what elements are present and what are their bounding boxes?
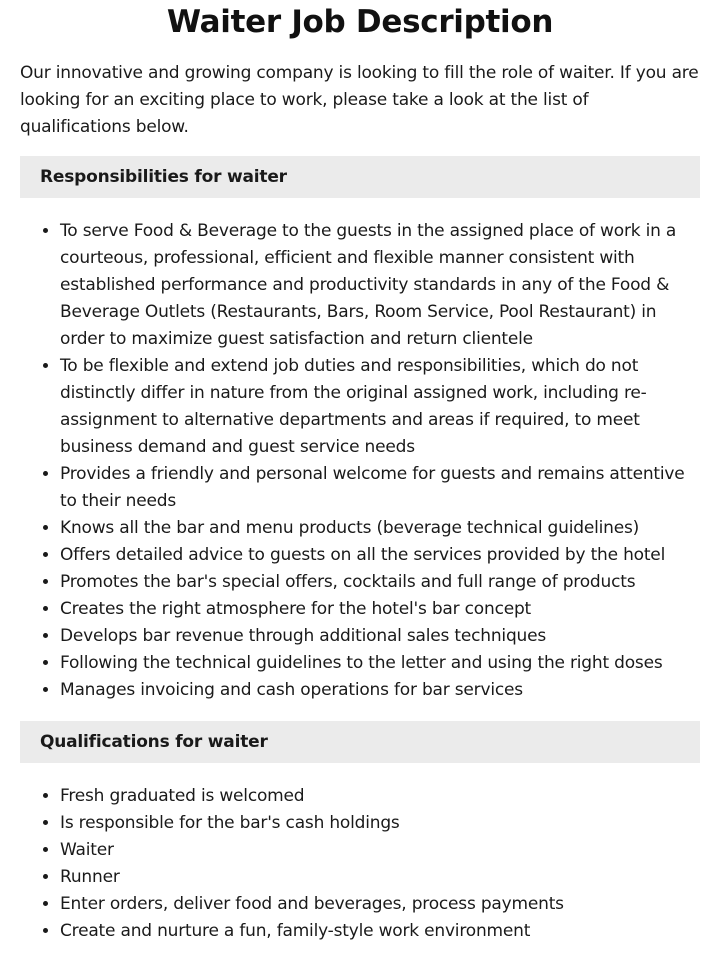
list-item: • Knows all the bar and menu products (beverage technical guidelines) xyxy=(60,515,700,542)
page-title: Waiter Job Description xyxy=(166,4,554,40)
list-item: • Enter orders, deliver food and beverages, process payments xyxy=(60,891,700,918)
list-item: • To serve Food & Beverage to the guests in the assigned place of work in a courteous, professional, efficient and flexible manner consistent with established performance and productivity standards in any of the Food & Beverage Outlets (Restaurants, Bars, Room Service, Pool Restaurant) in order to maximize guest satisfaction and return clientele xyxy=(60,218,700,353)
list-item: • Provides a friendly and personal welcome for guests and remains attentive to their needs xyxy=(60,461,700,515)
list-item: • Waiter xyxy=(60,837,700,864)
list-item: • Following the technical guidelines to the letter and using the right doses xyxy=(60,650,700,677)
list-item: • Is responsible for the bar's cash holdings xyxy=(60,810,700,837)
list-item: • To be flexible and extend job duties and responsibilities, which do not distinctly differ in nature from the original assigned work, including re-assignment to alternative departments and areas if required, to meet business demand and guest service needs xyxy=(60,353,700,461)
qualifications-heading: Qualifications for waiter xyxy=(20,721,700,763)
responsibilities-list xyxy=(20,218,700,704)
intro-paragraph: Our innovative and growing company is looking to fill the role of waiter. If you are looking for an exciting place to work, please take a look at the list of qualifications below. xyxy=(20,63,699,137)
list-item: • Manages invoicing and cash operations for bar services xyxy=(60,677,700,704)
list-item: • Fresh graduated is welcomed xyxy=(60,783,700,810)
list-item: • Develops bar revenue through additional sales techniques xyxy=(60,623,700,650)
list-item: • Runner xyxy=(60,864,700,891)
qualifications-list xyxy=(20,783,700,945)
list-item: • Create and nurture a fun, family-style work environment xyxy=(60,918,700,945)
list-item: • Creates the right atmosphere for the hotel's bar concept xyxy=(60,596,700,623)
list-item: • Offers detailed advice to guests on all the services provided by the hotel xyxy=(60,542,700,569)
responsibilities-heading: Responsibilities for waiter xyxy=(20,156,700,198)
list-item: • Promotes the bar's special offers, cocktails and full range of products xyxy=(60,569,700,596)
